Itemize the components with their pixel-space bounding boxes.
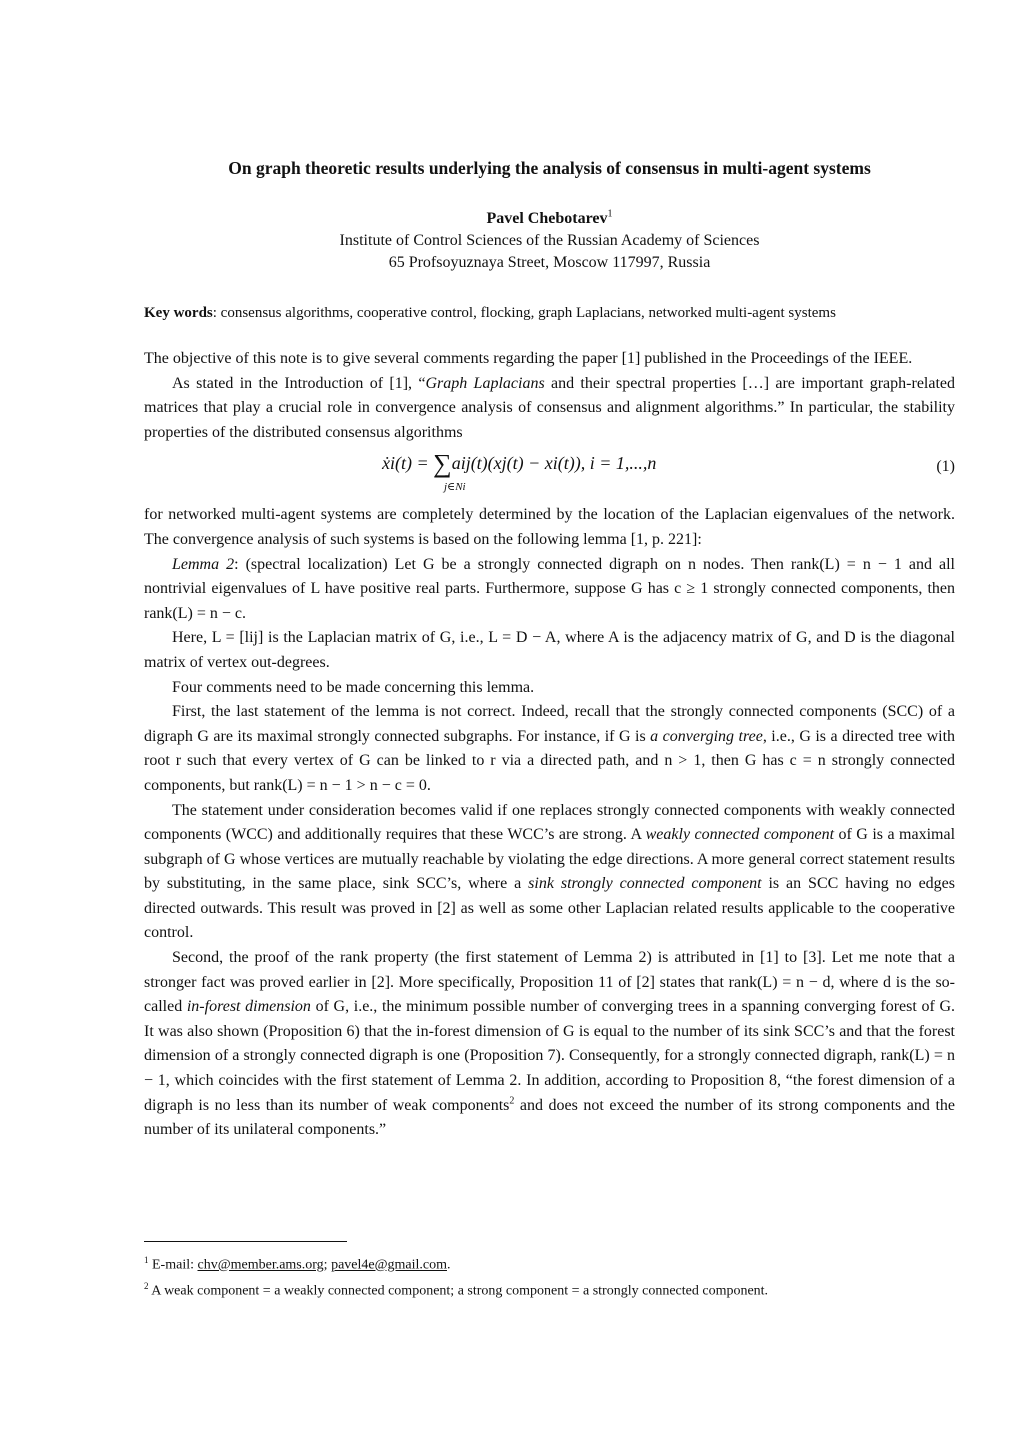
footnote-1-prefix: E-mail:: [148, 1257, 198, 1273]
paragraph-second-comment: [144, 946, 955, 1143]
lemma-text: : (spectral localization) Let G be a strongly connected digraph on n nodes. Then rank(L) = n − 1 and all nontrivial eigenvalues of L have positive real parts. Furthermore, suppose G has c ≥ 1 strongly connected components, then rank(L) = n − c.: [144, 555, 955, 622]
footnote-1-end: .: [446, 1257, 451, 1273]
keywords: [144, 302, 955, 324]
keywords-label: Key words: [144, 305, 213, 321]
paragraph-laplacian: Here, L = [lij] is the Laplacian matrix of G, i.e., L = D − A, where A is the adjacency matrix of G, and D is the diagonal matrix of vertex out-degrees.: [144, 629, 955, 671]
second-comment-a: Second, the proof of the rank property (the first statement of Lemma 2) is attributed in [1] to [3]. Let me note that a stronger fact was proved earlier in [2]. More specifically, Proposition 11 of [2] states that rank(L) = n − d, where d is the so-called: [144, 949, 955, 1016]
author-block: [144, 208, 955, 274]
valid-statement-em1: weakly connected component: [645, 826, 835, 844]
author-footnote-mark: 1: [607, 208, 613, 220]
valid-statement-c: is an SCC having no edges directed outwards. This result was proved in [2] as well as some other Laplacian related results applicable to the cooperative control.: [144, 875, 955, 942]
author-affiliation: Institute of Control Sciences of the Russian Academy of Sciences: [339, 232, 760, 249]
paragraph-first-comment: [144, 700, 955, 798]
first-comment-a: First, the last statement of the lemma is not correct. Indeed, recall that the strongly connected components (SCC) of a digraph G are its maximal strongly connected subgraphs. For instance, if G is: [144, 703, 955, 745]
footnote-2-mark: 2: [509, 1095, 515, 1107]
paragraph-quote-b: and their spectral properties […] are important graph-related matrices that play a crucial role in convergence analysis of consensus and alignment algorithms.” In particular, the stability properties of the distributed consensus algorithms: [144, 374, 956, 441]
footnote-1-number: 1: [144, 1255, 149, 1265]
first-comment-em: a converging tree: [650, 727, 763, 745]
footnote-1: [144, 1250, 955, 1276]
paragraph-quote-a: As stated in the Introduction of [1], “: [172, 374, 426, 392]
second-comment-b: of G, i.e., the minimum possible number of converging trees in a spanning converging forest of G. It was also shown (Proposition 6) that the in-forest dimension of G is equal to the number of its sink SCC’s and that the forest dimension of a strongly connected digraph is one (Proposition 7). Consequently, for a strongly connected digraph, rank(L) = n − 1, which coincides with the first statement of Lemma 2. In addition, according to Proposition 8, “the forest dimension of a digraph is no less than its number of weak components: [144, 998, 956, 1114]
equation-rhs: aij(t)(xj(t) − xi(t)), i = 1,...,n: [451, 453, 657, 474]
valid-statement-a: The statement under consideration becomes valid if one replaces strongly connected components with weakly connected components (WCC) and additionally requires that these WCC’s are strong. A: [144, 801, 955, 844]
equation-number: (1): [936, 458, 955, 476]
second-comment-c: and does not exceed the number of its strong components and the number of its unilateral components.”: [144, 1096, 955, 1139]
footnote-divider: [144, 1241, 347, 1242]
second-comment-em: in-forest dimension: [186, 998, 311, 1016]
paragraph-intro: The objective of this note is to give several comments regarding the paper [1] published in the Proceedings of the IEEE.: [144, 350, 913, 367]
footnote-2-text: A weak component = a weakly connected component; a strong component = a strongly connected component.: [148, 1283, 769, 1299]
keywords-text: : consensus algorithms, cooperative control, flocking, graph Laplacians, networked multi-agent systems: [212, 305, 836, 321]
paragraph-quote: [144, 372, 955, 446]
first-comment-b: , i.e., G is a directed tree with root r such that every vertex of G can be linked to r via a directed path, and n > 1, then G has c = n strongly connected components, but rank(L) = n − 1 > n − c = 0.: [144, 727, 956, 794]
equation-formula: [382, 451, 656, 477]
email-link-2[interactable]: pavel4e@gmail.com: [331, 1257, 447, 1273]
equation-1: [144, 451, 955, 499]
paragraph-quote-em: Graph Laplacians: [425, 374, 545, 392]
footnote-2-number: 2: [144, 1280, 149, 1291]
footnotes: [144, 1250, 955, 1301]
paper-body: [144, 347, 955, 1143]
paragraph-lemma: [144, 553, 955, 627]
valid-statement-b: of G is a maximal subgraph of G whose vertices are mutually reachable by violating the edge directions. A more general correct statement results by substituting, in the same place, sink SCC’s, where a: [144, 826, 956, 893]
lemma-label: Lemma 2: [172, 555, 235, 573]
author-address: 65 Profsoyuznaya Street, Moscow 117997, Russia: [388, 254, 711, 271]
footnote-2: [144, 1276, 955, 1302]
equation-lhs: ẋi(t) =: [382, 453, 434, 474]
paragraph-networked: for networked multi-agent systems are completely determined by the location of the Laplacian eigenvalues of the network. The convergence analysis of such systems is based on the following lemma [1, p. 221]:: [144, 506, 955, 548]
paper-title: On graph theoretic results underlying the analysis of consensus in multi-agent systems: [228, 158, 871, 178]
valid-statement-em2: sink strongly connected component: [528, 875, 762, 893]
author-name: Pavel Chebotarev: [486, 210, 608, 227]
equation-sum-sign: ∑: [433, 449, 452, 479]
footnote-1-sep: ;: [323, 1257, 332, 1273]
paragraph-four-comments: Four comments need to be made concerning this lemma.: [172, 678, 535, 696]
equation-sum-subscript: j∈Ni: [444, 481, 466, 494]
email-link-1[interactable]: chv@member.ams.org: [197, 1257, 324, 1273]
paragraph-valid-statement: [144, 799, 955, 947]
